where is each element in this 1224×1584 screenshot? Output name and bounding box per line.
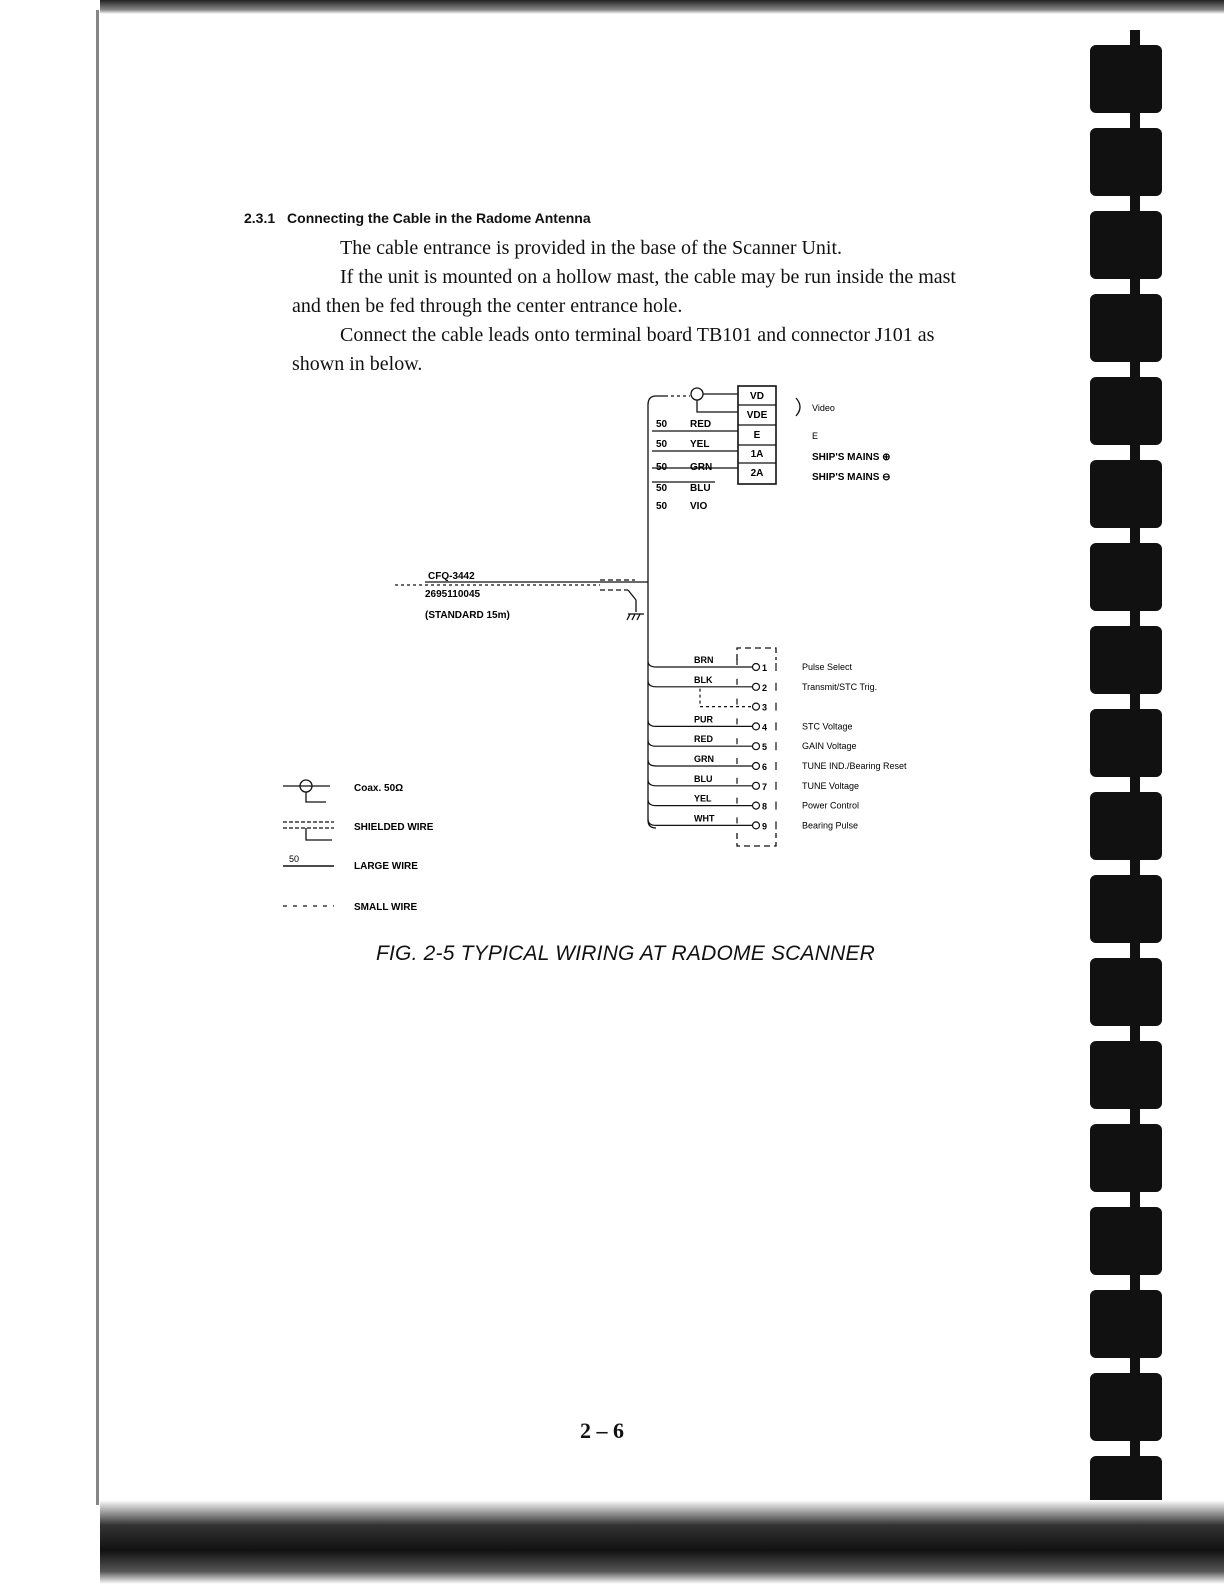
j101-wire-color: GRN	[694, 754, 714, 764]
legend-coax-label: Coax. 50Ω	[354, 783, 404, 794]
wire-vde	[697, 400, 738, 412]
j101-wire-color: BLU	[694, 773, 713, 784]
wire-size-label: 50	[656, 483, 668, 494]
tb101-function-e: E	[812, 431, 819, 441]
legend-shielded-label: SHIELDED WIRE	[354, 822, 434, 833]
j101-wire-color: WHT	[694, 813, 715, 824]
j101-wire-color: RED	[694, 734, 714, 745]
wire-size-label: 50	[656, 439, 668, 450]
j101-pin-contact	[753, 763, 760, 770]
j101-pin-number: 8	[762, 801, 768, 812]
j101-wire-color: PUR	[694, 714, 714, 725]
j101-pin-contact	[753, 782, 760, 789]
j101-pin-function: GAIN Voltage	[802, 741, 857, 752]
figure-caption: FIG. 2-5 TYPICAL WIRING AT RADOME SCANNER	[376, 942, 876, 965]
wire-color-label: BLU	[690, 483, 711, 494]
tb101-labels	[747, 391, 768, 479]
j101-pin-function: STC Voltage	[802, 721, 853, 732]
j101-pin-row	[648, 655, 853, 673]
j101-pin-contact	[753, 664, 760, 671]
wire-color-label: YEL	[690, 439, 710, 450]
tb101-wire-labels	[656, 419, 712, 512]
paragraph-3: Connect the cable leads onto terminal board TB101 and connector J101 as shown in below.	[292, 324, 935, 375]
j101-pin-contact	[753, 723, 760, 730]
j101-pin-contact	[753, 703, 760, 710]
wire-color-label: VIO	[690, 501, 708, 512]
legend-large-label: LARGE WIRE	[354, 861, 418, 872]
j101-pin-row	[648, 675, 877, 693]
wire-size-label: 50	[656, 501, 668, 512]
page-number: 2 – 6	[580, 1418, 624, 1443]
j101-pin-number: 9	[762, 821, 768, 832]
j101-pin-number: 5	[762, 742, 768, 753]
tb101-function-mains-plus: SHIP'S MAINS ⊕	[812, 452, 891, 463]
j101-bracket-bottom	[737, 833, 776, 846]
j101-pin-contact	[753, 743, 760, 750]
wire-size-label: 50	[656, 462, 668, 473]
cable-part-number: 2695110045	[425, 589, 481, 600]
j101-pin-number: 1	[762, 663, 768, 673]
cable-model: CFQ-3442	[428, 571, 475, 582]
j101-wire-color: YEL	[694, 793, 712, 804]
tb101-terminal-label: VDE	[746, 410, 768, 421]
section-title: Connecting the Cable in the Radome Antenna	[287, 210, 591, 226]
j101-pin-row	[648, 813, 858, 831]
j101-pin-row	[648, 714, 853, 732]
j101-pin-row	[648, 754, 907, 772]
j101-pins	[648, 655, 907, 831]
j101-wire	[700, 689, 752, 707]
j101-pin-function: Bearing Pulse	[802, 820, 859, 831]
tb101-terminal-label: 2A	[750, 468, 764, 479]
j101-pin-function: Pulse Select	[802, 662, 853, 672]
j101-pin-contact	[753, 802, 760, 809]
scan-shadow-bottom	[100, 1500, 1224, 1584]
j101-pin-row	[648, 794, 859, 812]
paragraph-1: The cable entrance is provided in the base of the Scanner Unit.	[340, 237, 843, 259]
j101-pin-contact	[753, 822, 760, 829]
legend-large-mark: 50	[289, 854, 300, 864]
tb101-function-video: Video	[812, 403, 835, 413]
j101-wire-color: BRN	[694, 655, 714, 665]
cable-shield-drain	[628, 590, 636, 600]
j101-pin-row	[648, 774, 859, 792]
j101-pin-contact	[753, 683, 760, 690]
section-number: 2.3.1	[244, 210, 276, 226]
legend-small-label: SMALL WIRE	[354, 902, 418, 913]
tb101-terminal-label: 1A	[750, 449, 764, 460]
j101-pin-function: TUNE IND./Bearing Reset	[802, 761, 907, 771]
cable-length: (STANDARD 15m)	[425, 610, 510, 621]
tb101-functions	[812, 403, 891, 483]
wire-color-label: RED	[690, 419, 712, 430]
lower-bundle	[648, 582, 656, 828]
wire-color-label: GRN	[690, 462, 713, 473]
j101-pin-number: 7	[762, 781, 768, 792]
j101-pin-number: 4	[762, 722, 768, 733]
tb101-terminal-label: E	[753, 430, 761, 441]
j101-pin-number: 2	[762, 682, 768, 693]
tb101-function-mains-minus: SHIP'S MAINS ⊖	[812, 472, 891, 483]
tb101-terminal-label: VD	[750, 391, 764, 402]
j101-pin-function: TUNE Voltage	[802, 780, 860, 791]
wire-size-label: 50	[656, 419, 668, 430]
j101-pin-number: 3	[762, 702, 768, 713]
j101-wire-color: BLK	[694, 674, 713, 685]
video-bracket	[796, 398, 800, 416]
j101-pin-function: Transmit/STC Trig.	[802, 681, 878, 692]
paragraph-2: If the unit is mounted on a hollow mast, the cable may be run inside the mast and then be fed through the center entrance hole.	[292, 266, 956, 317]
j101-bracket-top	[737, 648, 776, 660]
j101-pin-row	[648, 734, 857, 752]
j101-pin-function: Power Control	[802, 800, 860, 811]
j101-pin-number: 6	[762, 762, 768, 772]
coax-symbol-diagram	[691, 388, 703, 400]
